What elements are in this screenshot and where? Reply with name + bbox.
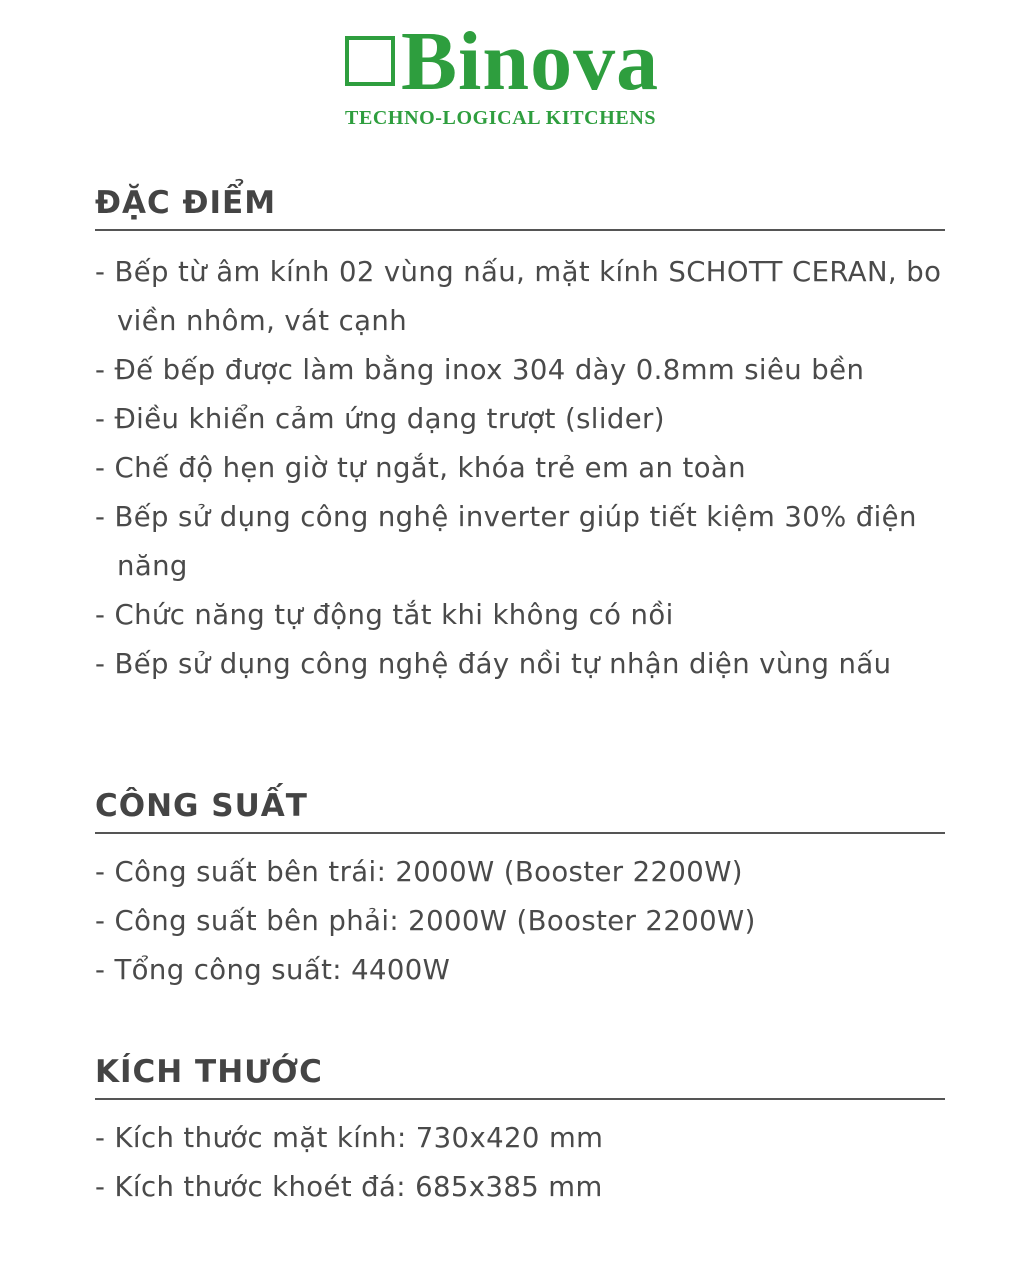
list-item: - Tổng công suất: 4400W — [95, 954, 451, 986]
list-item: - Chế độ hẹn giờ tự ngắt, khóa trẻ em an toàn — [95, 452, 746, 484]
list-item: - Đế bếp được làm bằng inox 304 dày 0.8mm siêu bền — [95, 354, 865, 386]
list-item: - Công suất bên phải: 2000W (Booster 2200W) — [95, 905, 756, 937]
section-dimensions — [95, 1052, 945, 1212]
list-item: - Bếp sử dụng công nghệ inverter giúp tiết kiệm 30% điện năng — [95, 501, 917, 582]
list-item: - Điều khiển cảm ứng dạng trượt (slider) — [95, 403, 665, 435]
section-title-dimensions: KÍCH THƯỚC — [95, 1052, 945, 1100]
brand-tagline: TECHNO-LOGICAL KITCHENS — [345, 107, 657, 129]
list-item: - Kích thước mặt kính: 730x420 mm — [95, 1122, 604, 1154]
section-features — [95, 183, 945, 689]
dimensions-list — [95, 1114, 945, 1212]
power-list — [95, 848, 945, 995]
logo-square-icon — [345, 36, 395, 86]
list-item: - Bếp từ âm kính 02 vùng nấu, mặt kính SCHOTT CERAN, bo viền nhôm, vát cạnh — [95, 256, 942, 337]
list-item: - Công suất bên trái: 2000W (Booster 2200W) — [95, 856, 743, 888]
section-title-power: CÔNG SUẤT — [95, 786, 945, 834]
section-title-features: ĐẶC ĐIỂM — [95, 183, 945, 231]
brand-name: Binova — [401, 15, 660, 108]
list-item: - Kích thước khoét đá: 685x385 mm — [95, 1171, 603, 1203]
list-item: - Bếp sử dụng công nghệ đáy nồi tự nhận diện vùng nấu — [95, 648, 892, 680]
brand-logo — [345, 15, 690, 130]
section-power — [95, 786, 945, 995]
list-item: - Chức năng tự động tắt khi không có nồi — [95, 599, 674, 631]
features-list — [95, 248, 945, 689]
